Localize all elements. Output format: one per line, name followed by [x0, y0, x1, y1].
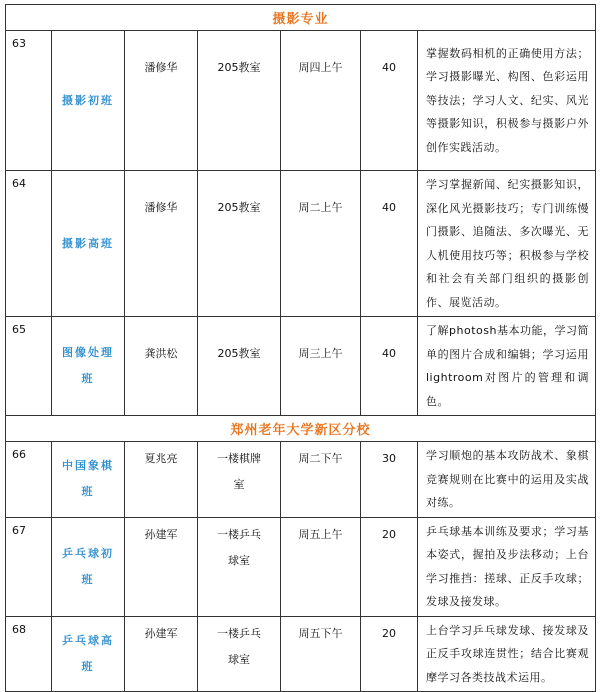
course-name: 摄影高班	[52, 171, 125, 317]
course-name: 乒乓球高班	[52, 616, 125, 692]
classroom: 一楼棋牌室	[198, 442, 281, 518]
table-row	[6, 616, 596, 692]
classroom: 205教室	[198, 171, 281, 317]
course-description: 了解photosh基本功能，学习简单的图片合成和编辑；学习运用lightroom对图片的管理和调色。	[418, 317, 596, 416]
course-name: 乒乓球初班	[52, 517, 125, 616]
section-title: 郑州老年大学新区分校	[6, 416, 596, 442]
class-time: 周二上午	[281, 171, 361, 317]
table-row	[6, 171, 596, 317]
capacity: 40	[361, 171, 418, 317]
course-name: 摄影初班	[52, 31, 125, 171]
capacity: 20	[361, 616, 418, 692]
teacher-name: 孙建军	[125, 616, 198, 692]
table-row	[6, 442, 596, 518]
table-row	[6, 31, 596, 171]
course-number: 68	[6, 616, 52, 692]
teacher-name: 孙建军	[125, 517, 198, 616]
course-number: 67	[6, 517, 52, 616]
class-time: 周四上午	[281, 31, 361, 171]
course-name: 图像处理班	[52, 317, 125, 416]
course-number: 66	[6, 442, 52, 518]
class-time: 周五下午	[281, 616, 361, 692]
course-description: 学习顺炮的基本攻防战术、象棋竞赛规则在比赛中的运用及实战对练。	[418, 442, 596, 518]
class-time: 周五上午	[281, 517, 361, 616]
course-number: 64	[6, 171, 52, 317]
classroom: 一楼乒乓球室	[198, 517, 281, 616]
class-time: 周三上午	[281, 317, 361, 416]
course-number: 65	[6, 317, 52, 416]
teacher-name: 潘修华	[125, 171, 198, 317]
course-description: 学习掌握新闻、纪实摄影知识，深化风光摄影技巧；专门训练慢门摄影、追随法、多次曝光、无人机使用技巧等；积极参与学校和社会有关部门组织的摄影创作、展览活动。	[418, 171, 596, 317]
course-name: 中国象棋班	[52, 442, 125, 518]
teacher-name: 龚洪松	[125, 317, 198, 416]
table-row	[6, 317, 596, 416]
course-description: 上台学习乒乓球发球、接发球及正反手攻球连贯性；结合比赛观摩学习各类技战术运用。	[418, 616, 596, 692]
section-header	[6, 416, 596, 442]
teacher-name: 夏兆亮	[125, 442, 198, 518]
table-row	[6, 517, 596, 616]
capacity: 30	[361, 442, 418, 518]
section-header	[6, 5, 596, 31]
capacity: 40	[361, 31, 418, 171]
classroom: 205教室	[198, 317, 281, 416]
course-number: 63	[6, 31, 52, 171]
classroom: 一楼乒乓球室	[198, 616, 281, 692]
course-description: 掌握数码相机的正确使用方法；学习摄影曝光、构图、色彩运用等技法；学习人文、纪实、风光等摄影知识，积极参与摄影户外创作实践活动。	[418, 31, 596, 171]
classroom: 205教室	[198, 31, 281, 171]
section-title: 摄影专业	[6, 5, 596, 31]
capacity: 40	[361, 317, 418, 416]
capacity: 20	[361, 517, 418, 616]
class-time: 周二下午	[281, 442, 361, 518]
course-table	[5, 4, 596, 692]
course-description: 乒乓球基本训练及要求；学习基本姿式，握拍及步法移动；上台学习推挡：搓球、正反手攻球；发球及接发球。	[418, 517, 596, 616]
teacher-name: 潘修华	[125, 31, 198, 171]
